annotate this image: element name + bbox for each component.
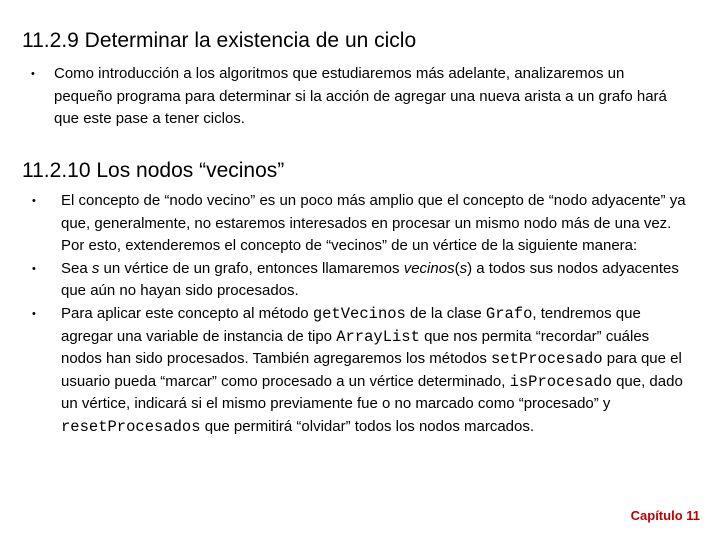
- italic-symbol: s: [91, 259, 100, 277]
- text-run: (: [454, 259, 460, 277]
- section-body-ciclo: [22, 63, 682, 131]
- text-run: de la clase: [405, 304, 486, 322]
- section-title-ciclo: 11.2.9 Determinar la existencia de un ciclo: [22, 29, 417, 52]
- chapter-label: Capítulo 11: [630, 508, 700, 523]
- bullet-icon: •: [31, 68, 35, 80]
- text-run: Sea: [61, 259, 92, 277]
- bullet-text: Como introducción a los algoritmos que estudiaremos más adelante, analizaremos un pequeño programa para determinar si la acción de agregar una nueva arista a un grafo hará que este pase a tener ciclos.: [54, 65, 667, 128]
- code-resetprocesados: resetProcesados: [61, 417, 201, 436]
- bullet-item: [22, 258, 687, 303]
- bullet-item: [22, 303, 687, 439]
- text-run: ) a todos sus nodos adyacentes que aún no hayan sido procesados.: [61, 259, 679, 300]
- text-run: que, dado un vértice, indicará si el mismo previamente fue o no marcado como “procesado” y: [61, 372, 683, 413]
- code-arraylist: ArrayList: [336, 327, 420, 346]
- bullet-item: [22, 63, 682, 131]
- text-run: que permitirá “olvidar” todos los nodos marcados.: [200, 417, 535, 435]
- text-run: que nos permita “recordar” cuáles nodos han sido procesados. También agregaremos los métodos: [61, 327, 650, 368]
- bullet-icon: •: [32, 195, 36, 207]
- code-setprocesado: setProcesado: [490, 350, 603, 369]
- section-body-vecinos: [22, 190, 687, 439]
- text-run: Para aplicar este concepto al método: [61, 304, 313, 322]
- code-getvecinos: getVecinos: [312, 304, 406, 323]
- bullet-text: El concepto de “nodo vecino” es un poco más amplio que el concepto de “nodo adyacente” ya que, generalmente, no estaremos interesados en procesar un mismo nodo más de una vez. Por esto, extenderemos el concepto de “vecinos” de un vértice de la siguiente manera:: [61, 192, 686, 255]
- code-grafo: Grafo: [485, 304, 533, 323]
- bullet-item: [22, 190, 687, 258]
- italic-term: vecinos: [403, 259, 455, 277]
- bullet-icon: •: [32, 307, 36, 320]
- text-run: , tendremos que agregar una variable de instancia de tipo: [61, 304, 641, 345]
- text-run: para que el usuario pueda “marcar” como procesado a un vértice determinado,: [61, 350, 682, 390]
- italic-symbol: s: [459, 259, 468, 277]
- text-run: un vértice de un grafo, entonces llamaremos: [99, 259, 404, 277]
- bullet-icon: •: [32, 262, 36, 275]
- code-isprocesado: isProcesado: [509, 372, 612, 391]
- section-title-vecinos: 11.2.10 Los nodos “vecinos”: [22, 159, 285, 182]
